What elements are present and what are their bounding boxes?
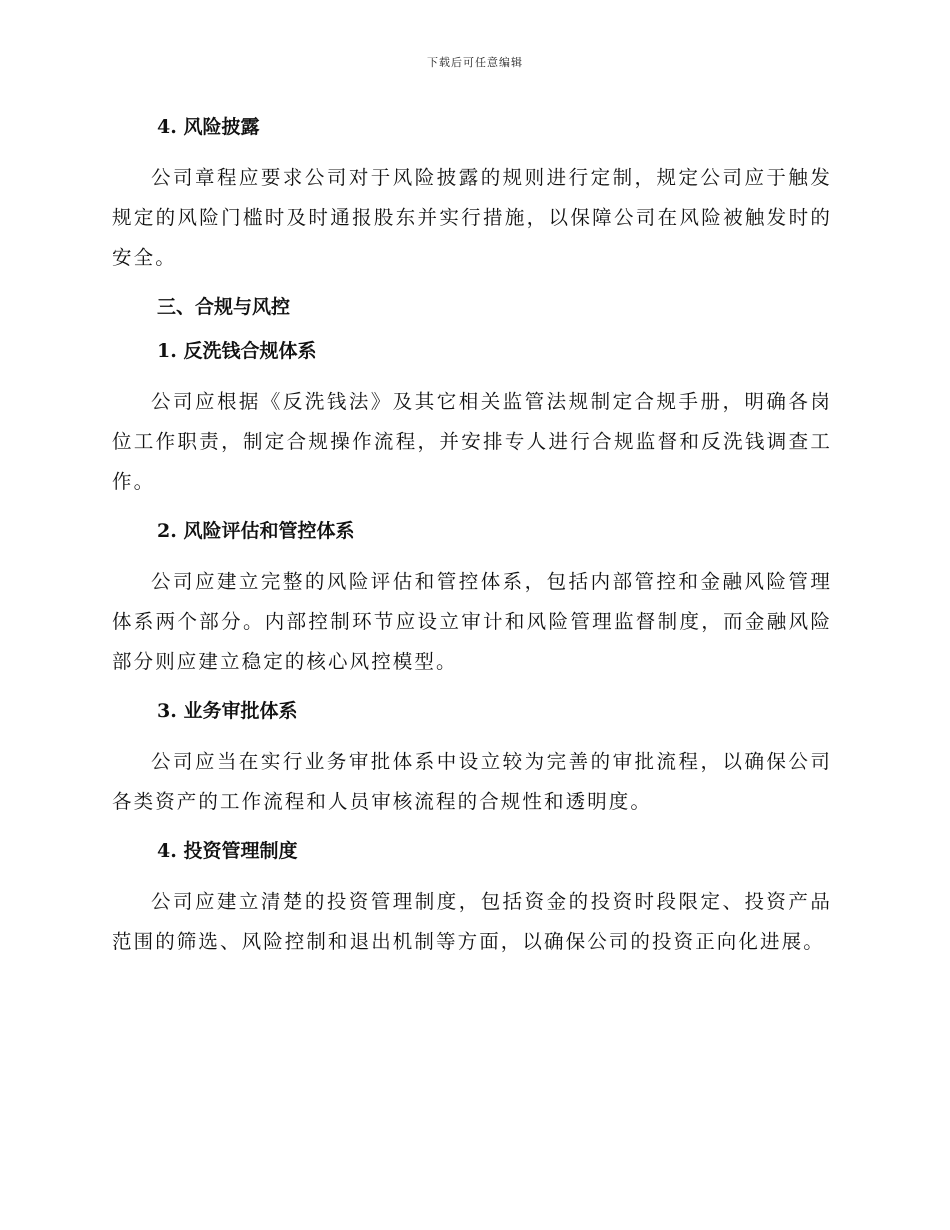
heading-risk-disclosure: 4. 风险披露 [157, 116, 260, 138]
paragraph-risk-assessment: 公司应建立完整的风险评估和管控体系，包括内部管控和金融风险管理体系两个部分。内部控制环节应设立审计和风险管理监督制度，而金融风险部分则应建立稳定的核心风控模型。 [112, 570, 832, 673]
heading-anti-money-laundering: 1. 反洗钱合规体系 [157, 340, 317, 362]
paragraph-risk-disclosure: 公司章程应要求公司对于风险披露的规则进行定制，规定公司应于触发规定的风险门槛时及时通报股东并实行措施，以保障公司在风险被触发时的安全。 [112, 166, 832, 269]
paragraph-investment-management: 公司应建立清楚的投资管理制度，包括资金的投资时段限定、投资产品范围的筛选、风险控制和退出机制等方面，以确保公司的投资正向化进展。 [112, 890, 832, 953]
document-body [112, 112, 832, 962]
heading-investment-management: 4. 投资管理制度 [157, 840, 298, 862]
header-note: 下载后可任意编辑 [427, 56, 523, 69]
paragraph-anti-money-laundering: 公司应根据《反洗钱法》及其它相关监管法规制定合规手册，明确各岗位工作职责，制定合规操作流程，并安排专人进行合规监督和反洗钱调查工作。 [112, 390, 832, 493]
paragraph-business-approval: 公司应当在实行业务审批体系中设立较为完善的审批流程，以确保公司各类资产的工作流程和人员审核流程的合规性和透明度。 [112, 750, 832, 813]
heading-business-approval: 3. 业务审批体系 [157, 700, 298, 722]
heading-risk-assessment: 2. 风险评估和管控体系 [157, 520, 355, 542]
heading-compliance-risk-control: 三、合规与风控 [157, 296, 291, 318]
